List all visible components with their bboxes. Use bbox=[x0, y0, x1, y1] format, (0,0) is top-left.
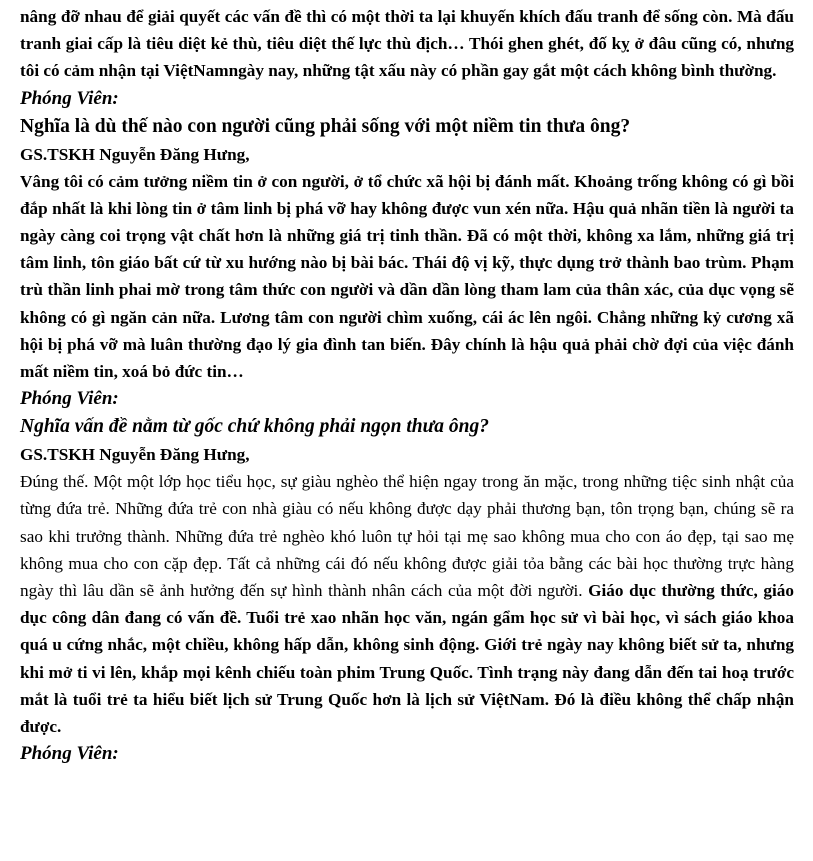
answer-paragraph: Vâng tôi có cảm tưởng niềm tin ở con người, ở tổ chức xã hội bị đánh mất. Khoảng trống không có gì bồi đắp nhất là khi lòng tin ở tâm linh bị phá vỡ hay không được vun xén nữa. Hậu quả nhãn tiền là người ta ngày càng coi trọng vật chất hơn là những giá trị tinh thần. Đã có một thời, không xa lắm, những giá trị tâm linh, tôn giáo bất cứ từ xu hướng nào bị bài bác. Thái độ vị kỹ, thực dụng trở thành bao trùm. Phạm trù thần linh phai mờ trong tâm thức con người và dần dần lòng tham lam của thân xác, của dục vọng sẽ không có gì ngăn cản nữa. Lương tâm con người chìm xuống, cái ác lên ngôi. Chẳng những kỷ cương xã hội bị phá vỡ mà luân thường đạo lý gia đình tan biến. Đây chính là hậu quả phải chờ đợi của việc đánh mất niềm tin, xoá bỏ đức tin… bbox=[20, 171, 794, 382]
answer-paragraph bbox=[20, 468, 794, 740]
answer-plain-text: Đúng thế. Một một lớp học tiểu học, sự giàu nghèo thể hiện ngay trong ăn mặc, trong những tiệc sinh nhật của từng đứa trẻ. Những đứa trẻ con nhà giàu có nếu không được dạy phải thương bạn, tôn trọng bạn, chúng sẽ ra sao khi trưởng thành. Những đứa trẻ nghèo khó luôn tự hỏi tại mẹ sao không mua cho con áo đẹp, tại sao mẹ không mua cho con cặp đẹp. Tất cả những cái đó nếu không được giải tỏa bằng các bài học thường trực hàng ngày thì lâu dần sẽ ảnh hưởng đến sự hình thành nhân cách của một đời người. bbox=[20, 472, 794, 601]
question-heading: Nghĩa là dù thế nào con người cũng phải sống với một niềm tin thưa ông? bbox=[20, 115, 631, 137]
document-page bbox=[20, 0, 794, 768]
interviewee-label: GS.TSKH Nguyễn Đăng Hưng, bbox=[20, 445, 250, 465]
reporter-label: Phóng Viên: bbox=[20, 743, 119, 765]
interviewee-label: GS.TSKH Nguyễn Đăng Hưng, bbox=[20, 144, 250, 164]
reporter-label: Phóng Viên: bbox=[20, 388, 119, 410]
answer-bold-text: Giáo dục thường thức, giáo dục công dân đang có vấn đề. Tuổi trẻ xao nhãn học văn, ngán gẩm học sử vì bài học, vì sách giáo khoa quá u cứng nhắc, một chiều, không hấp dẫn, không sinh động. Giới trẻ ngày nay không biết sử ta, nhưng khi mở ti vi lên, khắp mọi kênh chiếu toàn phim Trung Quốc. Tình trạng này đang dẫn đến tai hoạ trước mắt là tuổi trẻ ta hiểu biết lịch sử Trung Quốc hơn là lịch sử ViệtNam. Đó là điều không thể chấp nhận được. bbox=[20, 581, 794, 737]
question-heading: Nghĩa vấn đề nằm từ gốc chứ không phải ngọn thưa ông? bbox=[20, 416, 490, 438]
intro-paragraph: nâng đỡ nhau để giải quyết các vấn đề thì có một thời ta lại khuyến khích đấu tranh để sống còn. Mà đấu tranh giai cấp là tiêu diệt kẻ thù, tiêu diệt thế lực thù địch… Thói ghen ghét, đố kỵ ở đâu cũng có, nhưng tôi có cảm nhận tại ViệtNamngày nay, những tật xấu này có phần gay gắt một cách không bình thường. bbox=[20, 7, 794, 81]
reporter-label: Phóng Viên: bbox=[20, 87, 119, 109]
